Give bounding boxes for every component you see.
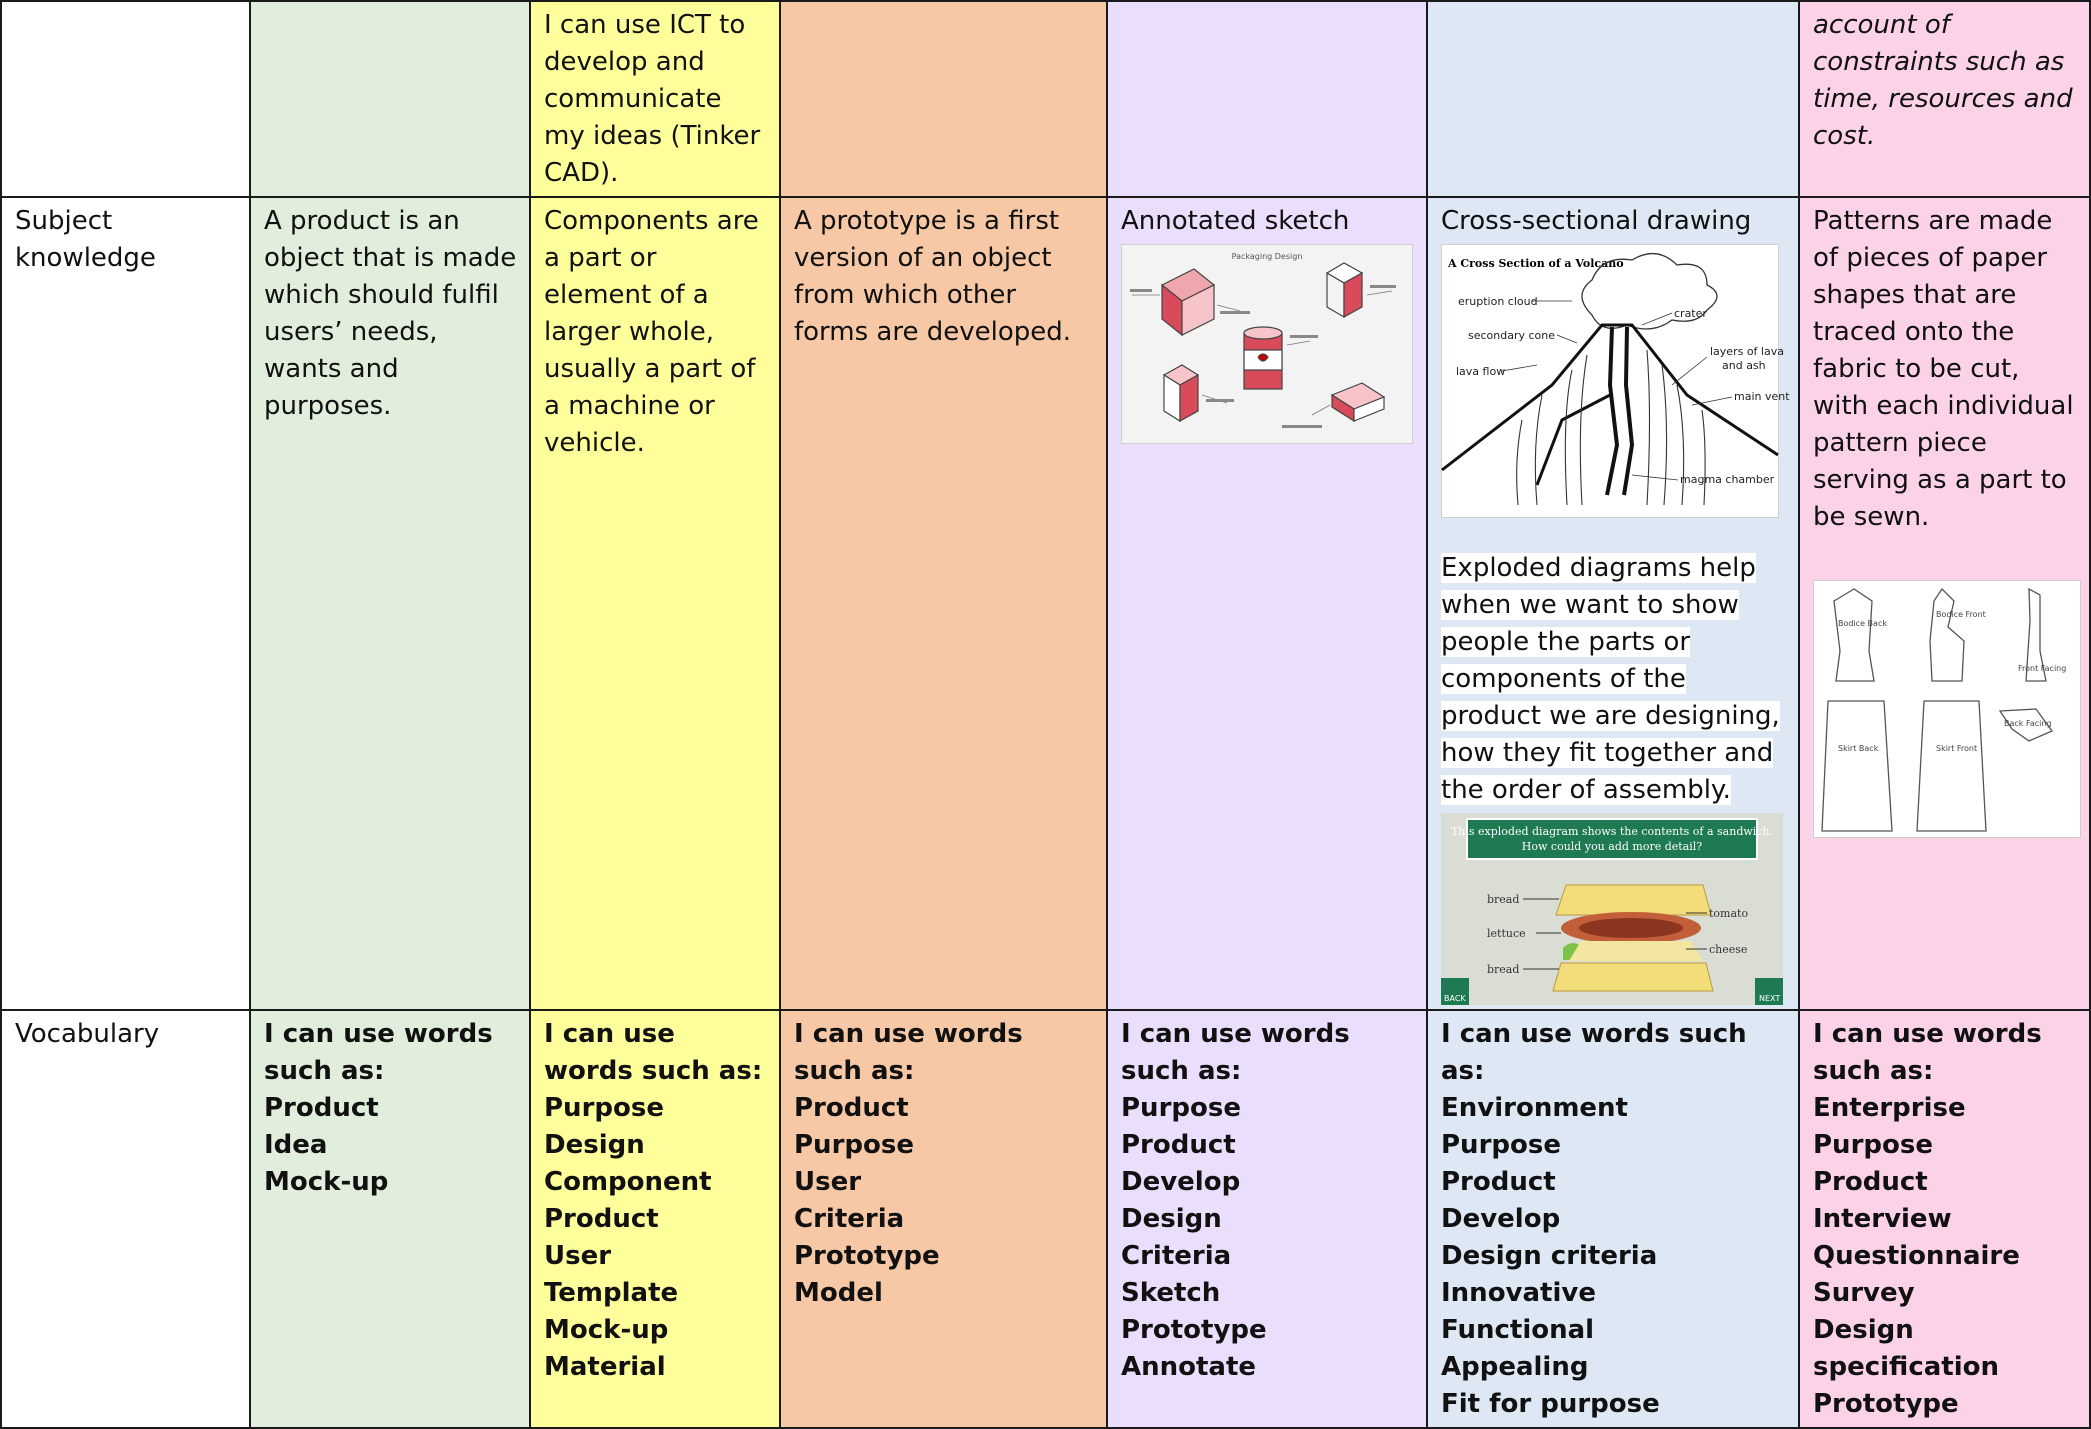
vocab-list bbox=[544, 1090, 767, 1386]
vocab-word: Criteria bbox=[1121, 1241, 1232, 1271]
prototype-text: A prototype is a first version of an object from which other forms are developed. bbox=[794, 206, 1072, 347]
svg-text:Front Facing: Front Facing bbox=[2018, 664, 2067, 673]
vocab-word: Fit for purpose bbox=[1441, 1389, 1660, 1419]
svg-text:tomato: tomato bbox=[1709, 907, 1749, 920]
vocab-word: Develop bbox=[1441, 1204, 1561, 1234]
svg-text:Skirt Front: Skirt Front bbox=[1936, 744, 1978, 753]
vocab-word: Design specification bbox=[1813, 1315, 1999, 1382]
vocab-word: Purpose bbox=[1813, 1130, 1933, 1160]
svg-text:bread: bread bbox=[1487, 963, 1520, 976]
cell-ict bbox=[530, 1, 780, 197]
vocab-heading: I can use words such as: bbox=[264, 1019, 493, 1086]
table-row bbox=[1, 1010, 2090, 1428]
vocab-list bbox=[1813, 1090, 2077, 1423]
cell-empty bbox=[250, 1, 530, 197]
vocab-word: Innovative bbox=[1441, 1278, 1596, 1308]
vocab-word: Product bbox=[544, 1204, 659, 1234]
vocab-word: Purpose bbox=[794, 1130, 914, 1160]
cell-components bbox=[530, 197, 780, 1010]
vocab-list bbox=[1121, 1090, 1414, 1386]
vocab-cell bbox=[1107, 1010, 1427, 1428]
cell-empty bbox=[1427, 1, 1799, 197]
constraints-text: account of constraints such as time, resources and cost. bbox=[1813, 10, 2073, 151]
vocab-word: Develop bbox=[1121, 1167, 1241, 1197]
vocab-word: Enterprise bbox=[1813, 1093, 1966, 1123]
svg-text:lava flow: lava flow bbox=[1456, 365, 1506, 378]
vocab-word: Idea bbox=[264, 1130, 328, 1160]
vocab-cell bbox=[1799, 1010, 2090, 1428]
cell-cross-section bbox=[1427, 197, 1799, 1010]
row-label bbox=[1, 1010, 250, 1428]
svg-text:layers of lava: layers of lava bbox=[1710, 345, 1784, 358]
svg-text:magma chamber: magma chamber bbox=[1680, 473, 1775, 486]
vocab-word: Product bbox=[264, 1093, 379, 1123]
svg-text:NEXT: NEXT bbox=[1759, 994, 1781, 1003]
svg-text:secondary cone: secondary cone bbox=[1468, 329, 1556, 342]
svg-text:Packaging Design: Packaging Design bbox=[1231, 252, 1303, 261]
exploded-diagram-text: Exploded diagrams help when we want to show people the parts or components of the product we are designing, how they fit together and the order of assembly. bbox=[1441, 553, 1780, 805]
vocab-word: Criteria bbox=[794, 1204, 905, 1234]
vocab-word: Product bbox=[1813, 1167, 1928, 1197]
vocab-word: Design bbox=[544, 1130, 645, 1160]
vocab-cell bbox=[250, 1010, 530, 1428]
table-row bbox=[1, 197, 2090, 1010]
vocab-list bbox=[794, 1090, 1094, 1312]
vocab-list bbox=[264, 1090, 517, 1201]
vocab-heading: I can use words such as: bbox=[1441, 1019, 1747, 1086]
vocab-word: Component bbox=[544, 1167, 712, 1197]
vocab-word: Environment bbox=[1441, 1093, 1628, 1123]
vocab-word: User bbox=[794, 1167, 862, 1197]
annotated-sketch-image bbox=[1121, 244, 1413, 444]
svg-text:eruption cloud: eruption cloud bbox=[1458, 295, 1538, 308]
vocab-word: Product bbox=[1121, 1130, 1236, 1160]
vocab-word: Template bbox=[544, 1278, 679, 1308]
vocab-heading: I can use words such as: bbox=[1813, 1019, 2042, 1086]
cell-product bbox=[250, 197, 530, 1010]
cell-empty bbox=[1107, 1, 1427, 197]
vocab-word: Model bbox=[794, 1278, 883, 1308]
vocab-word: Purpose bbox=[1441, 1130, 1561, 1160]
svg-text:Bodice Back: Bodice Back bbox=[1838, 619, 1887, 628]
svg-text:lettuce: lettuce bbox=[1487, 927, 1526, 940]
svg-text:Back Facing: Back Facing bbox=[2004, 719, 2052, 728]
vocab-word: Prototype bbox=[794, 1241, 940, 1271]
svg-text:bread: bread bbox=[1487, 893, 1520, 906]
svg-text:Bodice Front: Bodice Front bbox=[1936, 610, 1986, 619]
svg-text:cheese: cheese bbox=[1709, 943, 1748, 956]
svg-text:This exploded diagram shows th: This exploded diagram shows the contents of a sandwich. bbox=[1450, 825, 1774, 838]
vocab-cell bbox=[530, 1010, 780, 1428]
vocab-word: Functional bbox=[1441, 1315, 1595, 1345]
vocab-word: Product bbox=[1441, 1167, 1556, 1197]
row-label-text: Subject knowledge bbox=[15, 206, 156, 273]
row-label-text: Vocabulary bbox=[15, 1019, 160, 1049]
exploded-sandwich-image bbox=[1441, 813, 1783, 1005]
vocab-word: Appealing bbox=[1441, 1352, 1589, 1382]
vocab-word: Product bbox=[794, 1093, 909, 1123]
vocab-heading: I can use words such as: bbox=[794, 1019, 1023, 1086]
vocab-word: Survey bbox=[1813, 1278, 1915, 1308]
vocab-cell bbox=[1427, 1010, 1799, 1428]
vocab-word: Prototype bbox=[1121, 1315, 1267, 1345]
svg-text:BACK: BACK bbox=[1444, 994, 1466, 1003]
vocab-word: Mock-up bbox=[264, 1167, 389, 1197]
row-label bbox=[1, 197, 250, 1010]
vocab-list bbox=[1441, 1090, 1786, 1423]
cell-empty bbox=[780, 1, 1107, 197]
svg-text:Skirt Back: Skirt Back bbox=[1838, 744, 1879, 753]
cell-prototype bbox=[780, 197, 1107, 1010]
cell-annotated bbox=[1107, 197, 1427, 1010]
svg-text:A Cross Section of a Volcano: A Cross Section of a Volcano bbox=[1448, 257, 1624, 270]
vocab-heading: I can use words such as: bbox=[1121, 1019, 1350, 1086]
vocab-cell bbox=[780, 1010, 1107, 1428]
vocab-word: Design criteria bbox=[1441, 1241, 1658, 1271]
cell-patterns bbox=[1799, 197, 2090, 1010]
vocab-word: Sketch bbox=[1121, 1278, 1221, 1308]
svg-text:How could you add more detail?: How could you add more detail? bbox=[1521, 840, 1703, 853]
svg-text:and ash: and ash bbox=[1722, 359, 1766, 372]
ict-text: I can use ICT to develop and communicate my ideas (Tinker CAD). bbox=[544, 10, 761, 188]
annotated-sketch-title: Annotated sketch bbox=[1121, 206, 1350, 236]
svg-text:crater: crater bbox=[1674, 307, 1707, 320]
vocab-word: User bbox=[544, 1241, 612, 1271]
vocab-word: Annotate bbox=[1121, 1352, 1257, 1382]
vocab-word: Questionnaire bbox=[1813, 1241, 2020, 1271]
vocab-word: Mock-up bbox=[544, 1315, 669, 1345]
vocab-heading: I can use words such as: bbox=[544, 1019, 763, 1086]
vocab-word: Design bbox=[1121, 1204, 1222, 1234]
row-label-empty bbox=[1, 1, 250, 197]
cell-constraints bbox=[1799, 1, 2090, 197]
table-row bbox=[1, 1, 2090, 197]
vocab-word: Prototype bbox=[1813, 1389, 1959, 1419]
svg-text:main vent: main vent bbox=[1734, 390, 1790, 403]
vocab-word: Purpose bbox=[544, 1093, 664, 1123]
vocab-word: Purpose bbox=[1121, 1093, 1241, 1123]
components-text: Components are a part or element of a larger whole, usually a part of a machine or vehicle. bbox=[544, 206, 759, 458]
product-text: A product is an object that is made which should fulfil users’ needs, wants and purposes. bbox=[264, 206, 517, 421]
vocab-word: Interview bbox=[1813, 1204, 1952, 1234]
vocab-word: Material bbox=[544, 1352, 666, 1382]
patterns-text: Patterns are made of pieces of paper shapes that are traced onto the fabric to be cut, with each individual pattern piece serving as a part to be sewn. bbox=[1813, 206, 2074, 532]
cross-section-title: Cross-sectional drawing bbox=[1441, 206, 1752, 236]
dress-pattern-image bbox=[1813, 580, 2081, 838]
volcano-cross-section-image bbox=[1441, 244, 1790, 518]
